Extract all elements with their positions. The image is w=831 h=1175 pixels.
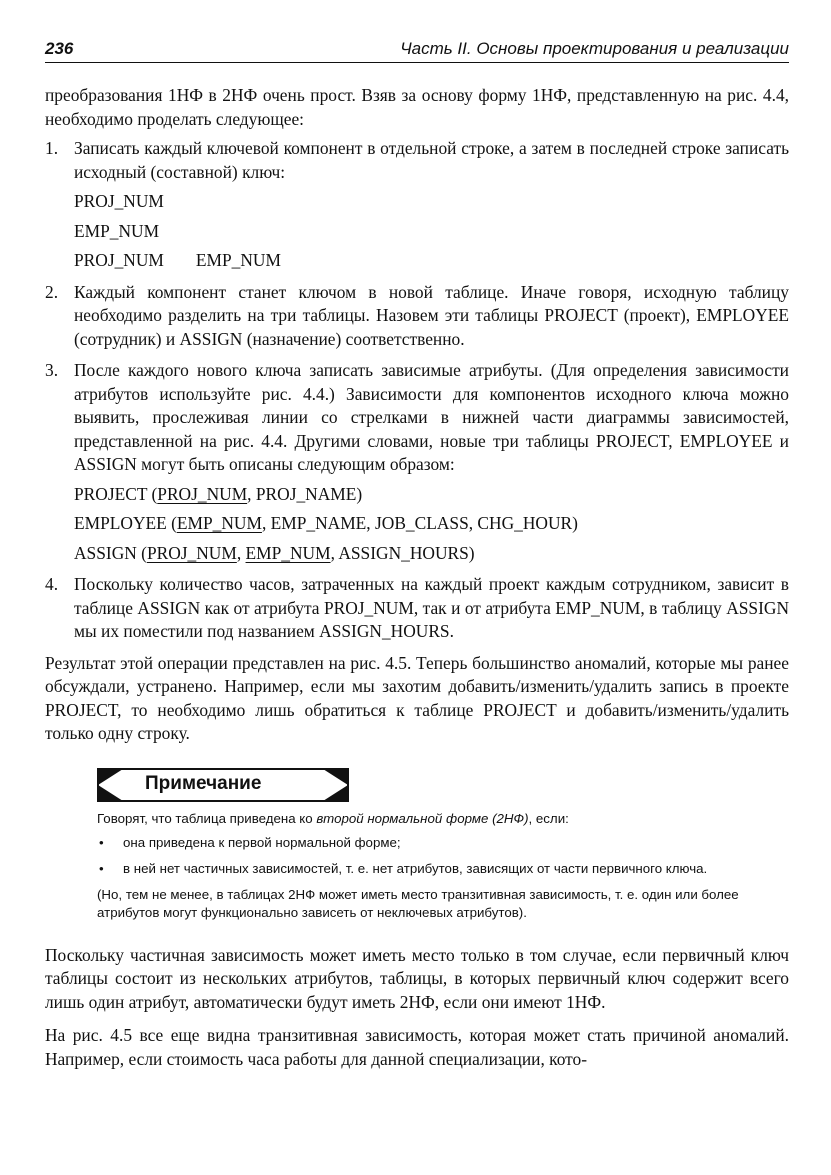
- step-text: Записать каждый ключевой компонент в отдельной строке, а затем в последней строке записать исходный (составной) ключ:: [74, 138, 789, 182]
- attributes: EMP_NAME, JOB_CLASS, CHG_HOUR: [270, 513, 573, 533]
- note-banner: [97, 768, 349, 802]
- bullet-icon: •: [99, 834, 104, 850]
- list-item: [45, 137, 789, 273]
- key-line: PROJ_NUM: [74, 191, 164, 211]
- table-name: PROJECT: [74, 483, 148, 504]
- note-lead: [97, 810, 789, 828]
- list-item: [45, 281, 789, 352]
- step-number: 4.: [45, 574, 59, 594]
- note-extra: (Но, тем не менее, в таблицах 2НФ может иметь место транзитивная зависимость, т. е. один или более атрибутов могут функционально зависеть от неключевых атрибутов).: [97, 886, 739, 920]
- list-item: [45, 573, 789, 644]
- table-name: ASSIGN: [74, 542, 137, 563]
- primary-key: EMP_NUM: [245, 542, 331, 563]
- note-label: Примечание: [145, 772, 262, 794]
- step-number: 2.: [45, 281, 59, 302]
- last-paragraph: На рис. 4.5 все еще видна транзитивная зависимость, которая может стать причиной аномалий. Например, если стоимость часа работы для данной специализации, кото-: [45, 1025, 789, 1069]
- page-content: [45, 84, 789, 1071]
- list-item: [97, 860, 789, 878]
- steps-list: [45, 137, 789, 644]
- result-paragraph: Результат этой операции представлен на рис. 4.5. Теперь большинство аномалий, которые мы ранее обсуждали, устранено. Например, если мы захотим добавить/изменить/удалить запись в проекте PROJECT, то необходимо лишь обратиться к таблице PROJECT и добавить/изменить/удалить только одну строку.: [45, 652, 789, 743]
- composite-key-line: [74, 249, 789, 273]
- step-text: Каждый компонент станет ключом в новой таблице. Иначе говоря, исходную таблицу необходимо разделить на три таблицы. Назовем эти таблицы PROJECT (проект), EMPLOYEE (сотрудник) и ASSIGN (назначение) соответственно.: [74, 281, 789, 349]
- bullet-icon: •: [99, 860, 104, 876]
- primary-key: EMP_NUM: [176, 513, 262, 533]
- note-bullets: [97, 834, 789, 878]
- running-header: [45, 38, 789, 63]
- primary-key: PROJ_NUM: [157, 483, 248, 504]
- note-lead-tail: , если:: [528, 810, 569, 826]
- intro-paragraph: преобразования 1НФ в 2НФ очень прост. Взяв за основу форму 1НФ, представленную на рис. 4.4, необходимо проделать следующее:: [45, 85, 789, 129]
- attributes: PROJ_NAME: [255, 483, 357, 504]
- table-name: EMPLOYEE: [74, 513, 167, 533]
- step-number: 3.: [45, 360, 59, 380]
- paragraph-after-note: Поскольку частичная зависимость может иметь место только в том случае, если первичный ключ таблицы состоит из нескольких атрибутов, таблицы, в которых первичный ключ содержит всего лишь один атрибут, автоматически будут иметь 2НФ, если они имеют 1НФ.: [45, 944, 789, 1012]
- step-number: 1.: [45, 138, 59, 158]
- bullet-text: она приведена к первой нормальной форме;: [123, 834, 401, 850]
- bullet-text: в ней нет частичных зависимостей, т. е. нет атрибутов, зависящих от части первичного ключа.: [123, 860, 708, 876]
- schema-assign: ASSIGN (PROJ_NUM, EMP_NUM, ASSIGN_HOURS): [74, 542, 475, 563]
- note-box: [97, 768, 789, 922]
- key-part: EMP_NUM: [195, 250, 281, 270]
- note-lead-text: Говорят, что таблица приведена ко: [97, 810, 317, 826]
- primary-key: PROJ_NUM: [146, 542, 237, 563]
- note-term: второй нормальной форме (2НФ): [316, 810, 529, 826]
- step-text: После каждого нового ключа записать зависимые атрибуты. (Для определения зависимости атрибутов используйте рис. 4.4.) Зависимости для компонентов исходного ключа можно выявить, прослеживая линии со стрелками в нижней части диаграммы зависимостей, представленной на рис. 4.4. Другими словами, новые три таблицы PROJECT, EMPLOYEE и ASSIGN могут быть описаны следующим образом:: [74, 360, 789, 474]
- step-text: Поскольку количество часов, затраченных на каждый проект каждым сотрудником, зависит в таблице ASSIGN как от атрибута PROJ_NUM, так и от атрибута EMP_NUM, в таблицу ASSIGN мы их поместили под названием ASSIGN_HOURS.: [74, 574, 789, 641]
- list-item: [97, 834, 789, 852]
- schema-project: PROJECT (PROJ_NUM, PROJ_NAME): [74, 483, 363, 504]
- running-title: Часть II. Основы проектирования и реализации: [400, 39, 789, 58]
- schema-employee: EMPLOYEE (EMP_NUM, EMP_NAME, JOB_CLASS, CHG_HOUR): [74, 513, 578, 533]
- page-number: 236: [45, 39, 74, 58]
- key-line: EMP_NUM: [74, 220, 160, 241]
- list-item: [45, 359, 789, 565]
- attributes: ASSIGN_HOURS: [338, 542, 469, 563]
- key-part: PROJ_NUM: [74, 250, 164, 270]
